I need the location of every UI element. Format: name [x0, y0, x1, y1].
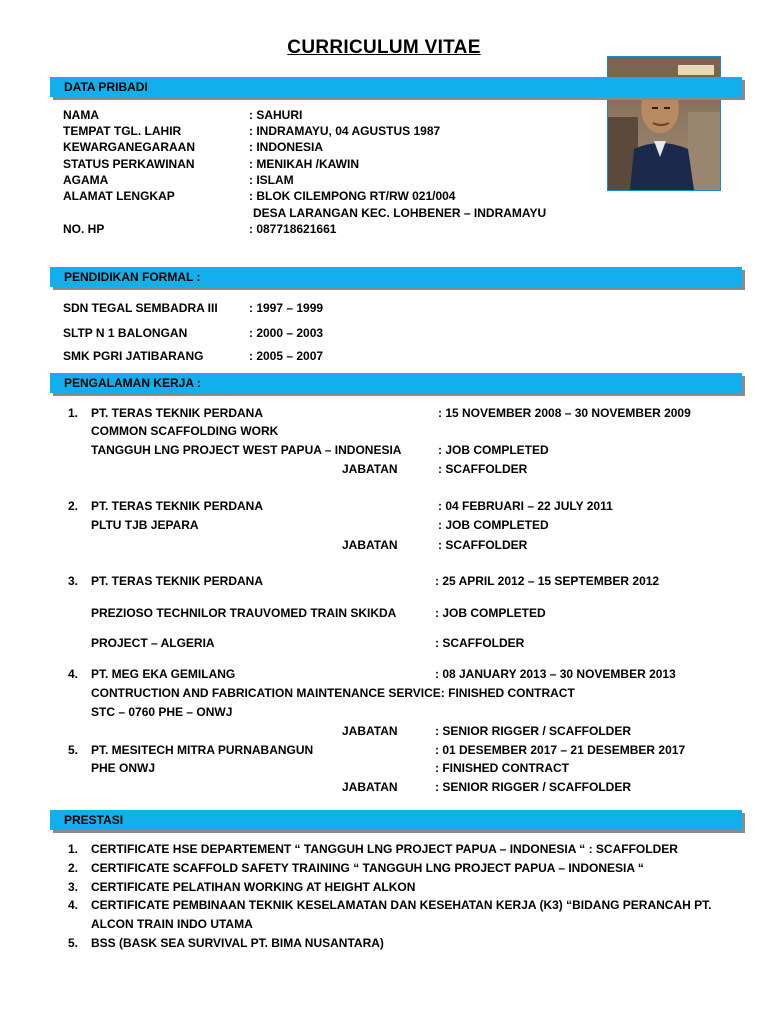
experience-company: PT. TERAS TEKNIK PERDANA [91, 499, 264, 513]
achievement-text: CERTIFICATE SCAFFOLD SAFETY TRAINING “ TANGGUH LNG PROJECT PAPUA – INDONESIA “ [91, 861, 644, 875]
experience-detail: TANGGUH LNG PROJECT WEST PAPUA – INDONESIA [91, 443, 402, 457]
personal-label: ALAMAT LENGKAP [63, 189, 175, 203]
section-bar-education [50, 267, 742, 287]
achievement-number: 1. [68, 842, 79, 856]
experience-position: : SENIOR RIGGER / SCAFFOLDER [435, 724, 632, 738]
experience-jabatan-label: JABATAN [342, 724, 398, 738]
education-school: SMK PGRI JATIBARANG [63, 349, 204, 363]
personal-value: : ISLAM [249, 173, 294, 187]
experience-status: : JOB COMPLETED [438, 443, 549, 457]
experience-status: : FINISHED CONTRACT [435, 761, 569, 775]
experience-period: : 01 DESEMBER 2017 – 21 DESEMBER 2017 [435, 743, 686, 757]
personal-label: AGAMA [63, 173, 109, 187]
education-years: : 1997 – 1999 [249, 301, 324, 315]
education-years: : 2005 – 2007 [249, 349, 324, 363]
section-title-education: PENDIDIKAN FORMAL : [64, 270, 201, 284]
section-bar-experience [50, 373, 742, 393]
experience-position: : SENIOR RIGGER / SCAFFOLDER [435, 780, 632, 794]
experience-number: 5. [68, 743, 79, 757]
personal-value: : 087718621661 [249, 222, 337, 236]
experience-period: : 25 APRIL 2012 – 15 SEPTEMBER 2012 [435, 574, 660, 588]
education-school: SDN TEGAL SEMBADRA III [63, 301, 218, 315]
experience-period: : 08 JANUARY 2013 – 30 NOVEMBER 2013 [435, 667, 676, 681]
education-years: : 2000 – 2003 [249, 326, 324, 340]
experience-company: PT. MEG EKA GEMILANG [91, 667, 236, 681]
personal-label: STATUS PERKAWINAN [63, 157, 195, 171]
section-bar-personal [50, 77, 742, 97]
personal-value: : INDONESIA [249, 140, 324, 154]
experience-company: PT. TERAS TEKNIK PERDANA [91, 406, 264, 420]
experience-detail: STC – 0760 PHE – ONWJ [91, 705, 233, 719]
experience-detail: PLTU TJB JEPARA [91, 518, 199, 532]
page-title: CURRICULUM VITAE [287, 37, 481, 58]
experience-detail: PREZIOSO TECHNILOR TRAUVOMED TRAIN SKIKDA [91, 606, 397, 620]
education-school: SLTP N 1 BALONGAN [63, 326, 188, 340]
experience-detail: PROJECT – ALGERIA [91, 636, 215, 650]
achievement-number: 2. [68, 861, 79, 875]
experience-number: 3. [68, 574, 79, 588]
personal-label: TEMPAT TGL. LAHIR [63, 124, 182, 138]
personal-value: : SAHURI [249, 108, 303, 122]
achievement-text-continued: ALCON TRAIN INDO UTAMA [91, 917, 253, 931]
experience-jabatan-label: JABATAN [342, 780, 398, 794]
personal-value: : INDRAMAYU, 04 AGUSTUS 1987 [249, 124, 441, 138]
section-title-achievements: PRESTASI [64, 813, 124, 827]
experience-position: : SCAFFOLDER [438, 538, 528, 552]
section-title-personal: DATA PRIBADI [64, 80, 148, 94]
experience-jabatan-label: JABATAN [342, 538, 398, 552]
section-bar-achievements [50, 810, 742, 830]
personal-value: : MENIKAH /KAWIN [249, 157, 359, 171]
experience-number: 4. [68, 667, 79, 681]
personal-label: NO. HP [63, 222, 105, 236]
achievement-text: BSS (BASK SEA SURVIVAL PT. BIMA NUSANTARA) [91, 936, 384, 950]
experience-period: : 15 NOVEMBER 2008 – 30 NOVEMBER 2009 [438, 406, 691, 420]
achievement-text: CERTIFICATE PELATIHAN WORKING AT HEIGHT ALKON [91, 880, 416, 894]
achievement-text: CERTIFICATE HSE DEPARTEMENT “ TANGGUH LNG PROJECT PAPUA – INDONESIA “ : SCAFFOLDER [91, 842, 678, 856]
achievement-number: 4. [68, 898, 79, 912]
experience-detail: PHE ONWJ [91, 761, 156, 775]
achievement-text: CERTIFICATE PEMBINAAN TEKNIK KESELAMATAN DAN KESEHATAN KERJA (K3) “BIDANG PERANCAH PT. [91, 898, 712, 912]
experience-period: : 04 FEBRUARI – 22 JULY 2011 [438, 499, 613, 513]
section-title-experience: PENGALAMAN KERJA : [64, 376, 201, 390]
experience-status: : JOB COMPLETED [438, 518, 549, 532]
experience-company: PT. MESITECH MITRA PURNABANGUN [91, 743, 314, 757]
personal-label: KEWARGANEGARAAN [63, 140, 195, 154]
experience-detail: COMMON SCAFFOLDING WORK [91, 424, 279, 438]
experience-number: 2. [68, 499, 79, 513]
achievement-number: 5. [68, 936, 79, 950]
experience-company: PT. TERAS TEKNIK PERDANA [91, 574, 264, 588]
experience-number: 1. [68, 406, 79, 420]
experience-position: : SCAFFOLDER [435, 636, 525, 650]
experience-detail: CONTRUCTION AND FABRICATION MAINTENANCE SERVICE: FINISHED CONTRACT [91, 686, 575, 700]
personal-value: DESA LARANGAN KEC. LOHBENER – INDRAMAYU [253, 206, 547, 220]
experience-position: : SCAFFOLDER [438, 462, 528, 476]
achievement-number: 3. [68, 880, 79, 894]
experience-status: : JOB COMPLETED [435, 606, 546, 620]
personal-label: NAMA [63, 108, 99, 122]
experience-jabatan-label: JABATAN [342, 462, 398, 476]
personal-value: : BLOK CILEMPONG RT/RW 021/004 [249, 189, 456, 203]
